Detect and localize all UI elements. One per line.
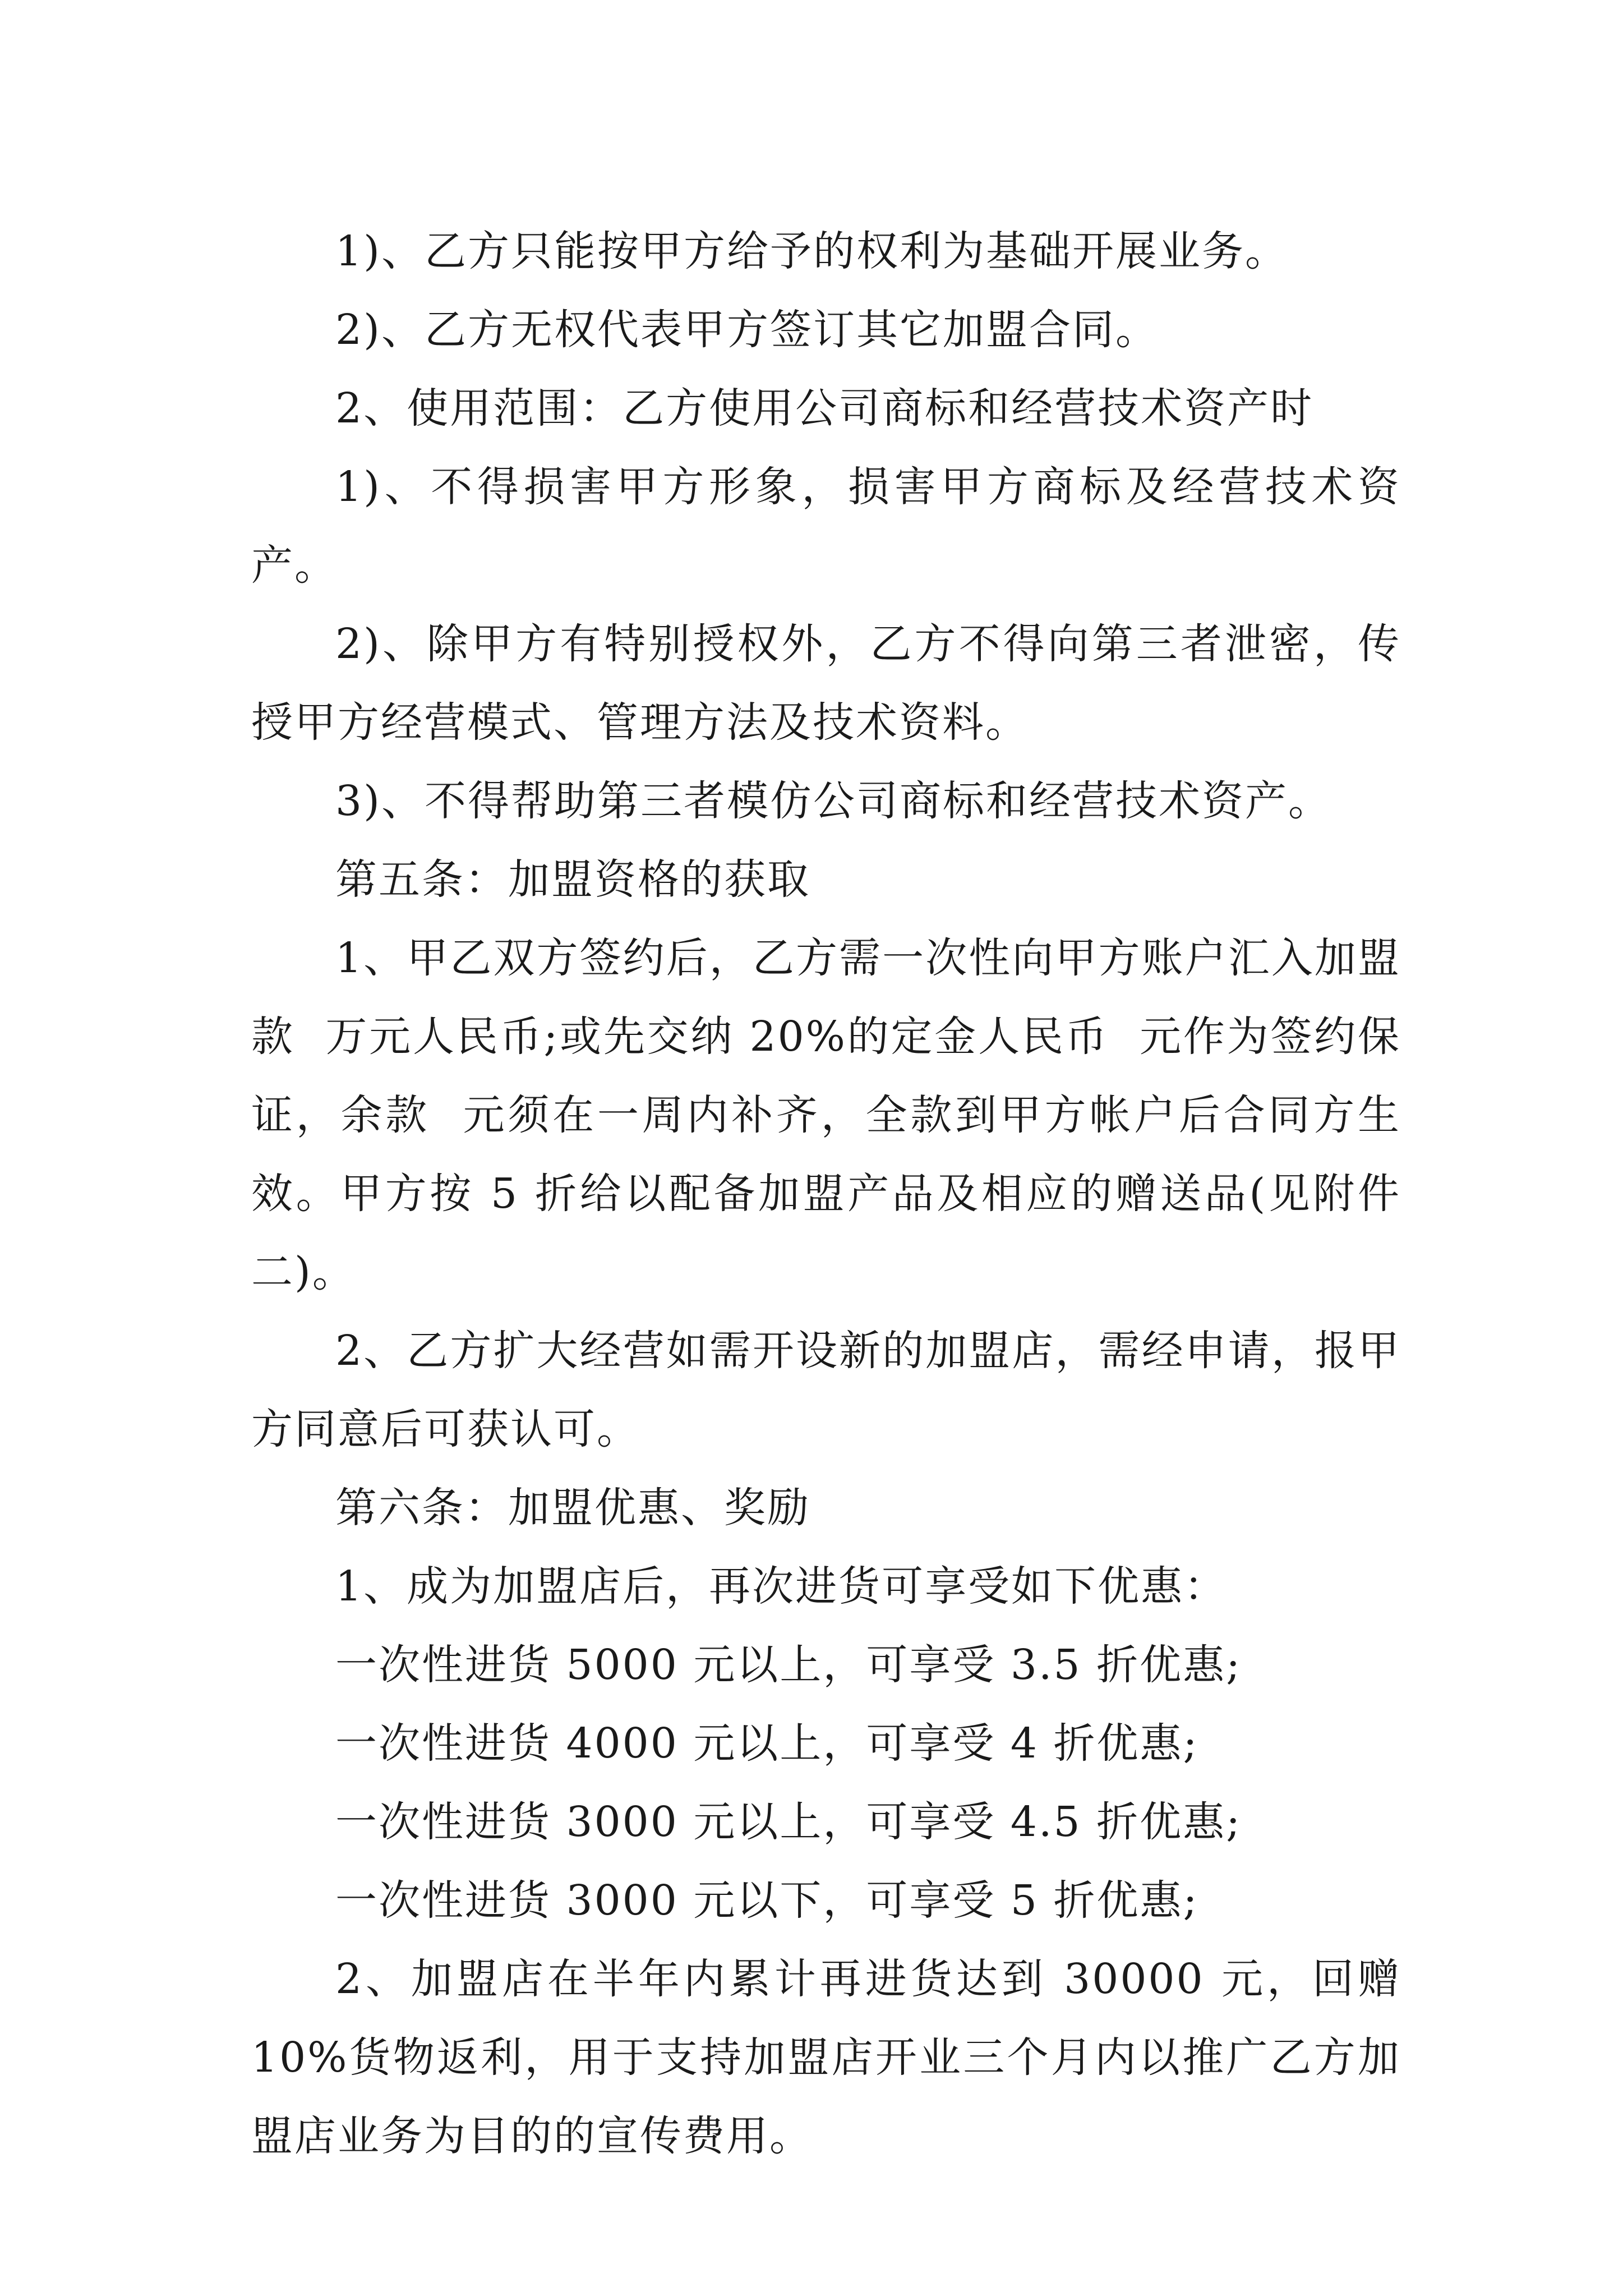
paragraph-rebate: 2、加盟店在半年内累计再进货达到 30000 元，回赠 10%货物返利，用于支持加盟店开业三个月内以推广乙方加盟店业务为目的的宣传费用。 bbox=[251, 1955, 1416, 2160]
paragraph-discount-5000: 一次性进货 5000 元以上，可享受 3.5 折优惠; bbox=[335, 1641, 1242, 1689]
paragraph-no-authority: 2)、乙方无权代表甲方签订其它加盟合同。 bbox=[335, 306, 1159, 354]
paragraph-franchise-payment: 1、甲乙双方签约后，乙方需一次性向甲方账户汇入加盟款 万元人民币;或先交纳 20%的定金人民币 元作为签约保证，余款 元须在一周内补齐，全款到甲方帐户后合同方生效。甲方按 5 折给以配备加盟产品及相应的赠送品(见附件二)。 bbox=[251, 934, 1401, 1296]
paragraph-no-imitation: 3)、不得帮助第三者模仿公司商标和经营技术资产。 bbox=[335, 777, 1331, 825]
paragraph-discount-3000-above: 一次性进货 3000 元以上，可享受 4.5 折优惠; bbox=[335, 1798, 1242, 1846]
paragraph-discount-4000: 一次性进货 4000 元以上，可享受 4 折优惠; bbox=[335, 1719, 1199, 1768]
paragraph-no-damage: 1)、不得损害甲方形象，损害甲方商标及经营技术资产。 bbox=[251, 463, 1401, 590]
paragraph-usage-scope: 2、使用范围：乙方使用公司商标和经营技术资产时 bbox=[335, 384, 1314, 432]
paragraph-rights-basis: 1)、乙方只能按甲方给予的权利为基础开展业务。 bbox=[335, 227, 1288, 275]
article-5-heading: 第五条：加盟资格的获取 bbox=[335, 855, 810, 904]
paragraph-discount-intro: 1、成为加盟店后，再次进货可享受如下优惠： bbox=[335, 1562, 1228, 1611]
article-6-heading: 第六条：加盟优惠、奖励 bbox=[335, 1484, 810, 1532]
paragraph-new-store: 2、乙方扩大经营如需开设新的加盟店，需经申请，报甲方同意后可获认可。 bbox=[251, 1327, 1401, 1453]
document-body bbox=[251, 212, 1416, 2175]
paragraph-no-disclosure: 2)、除甲方有特别授权外，乙方不得向第三者泄密，传授甲方经营模式、管理方法及技术资料。 bbox=[251, 620, 1401, 747]
paragraph-discount-3000-below: 一次性进货 3000 元以下，可享受 5 折优惠; bbox=[335, 1876, 1199, 1925]
